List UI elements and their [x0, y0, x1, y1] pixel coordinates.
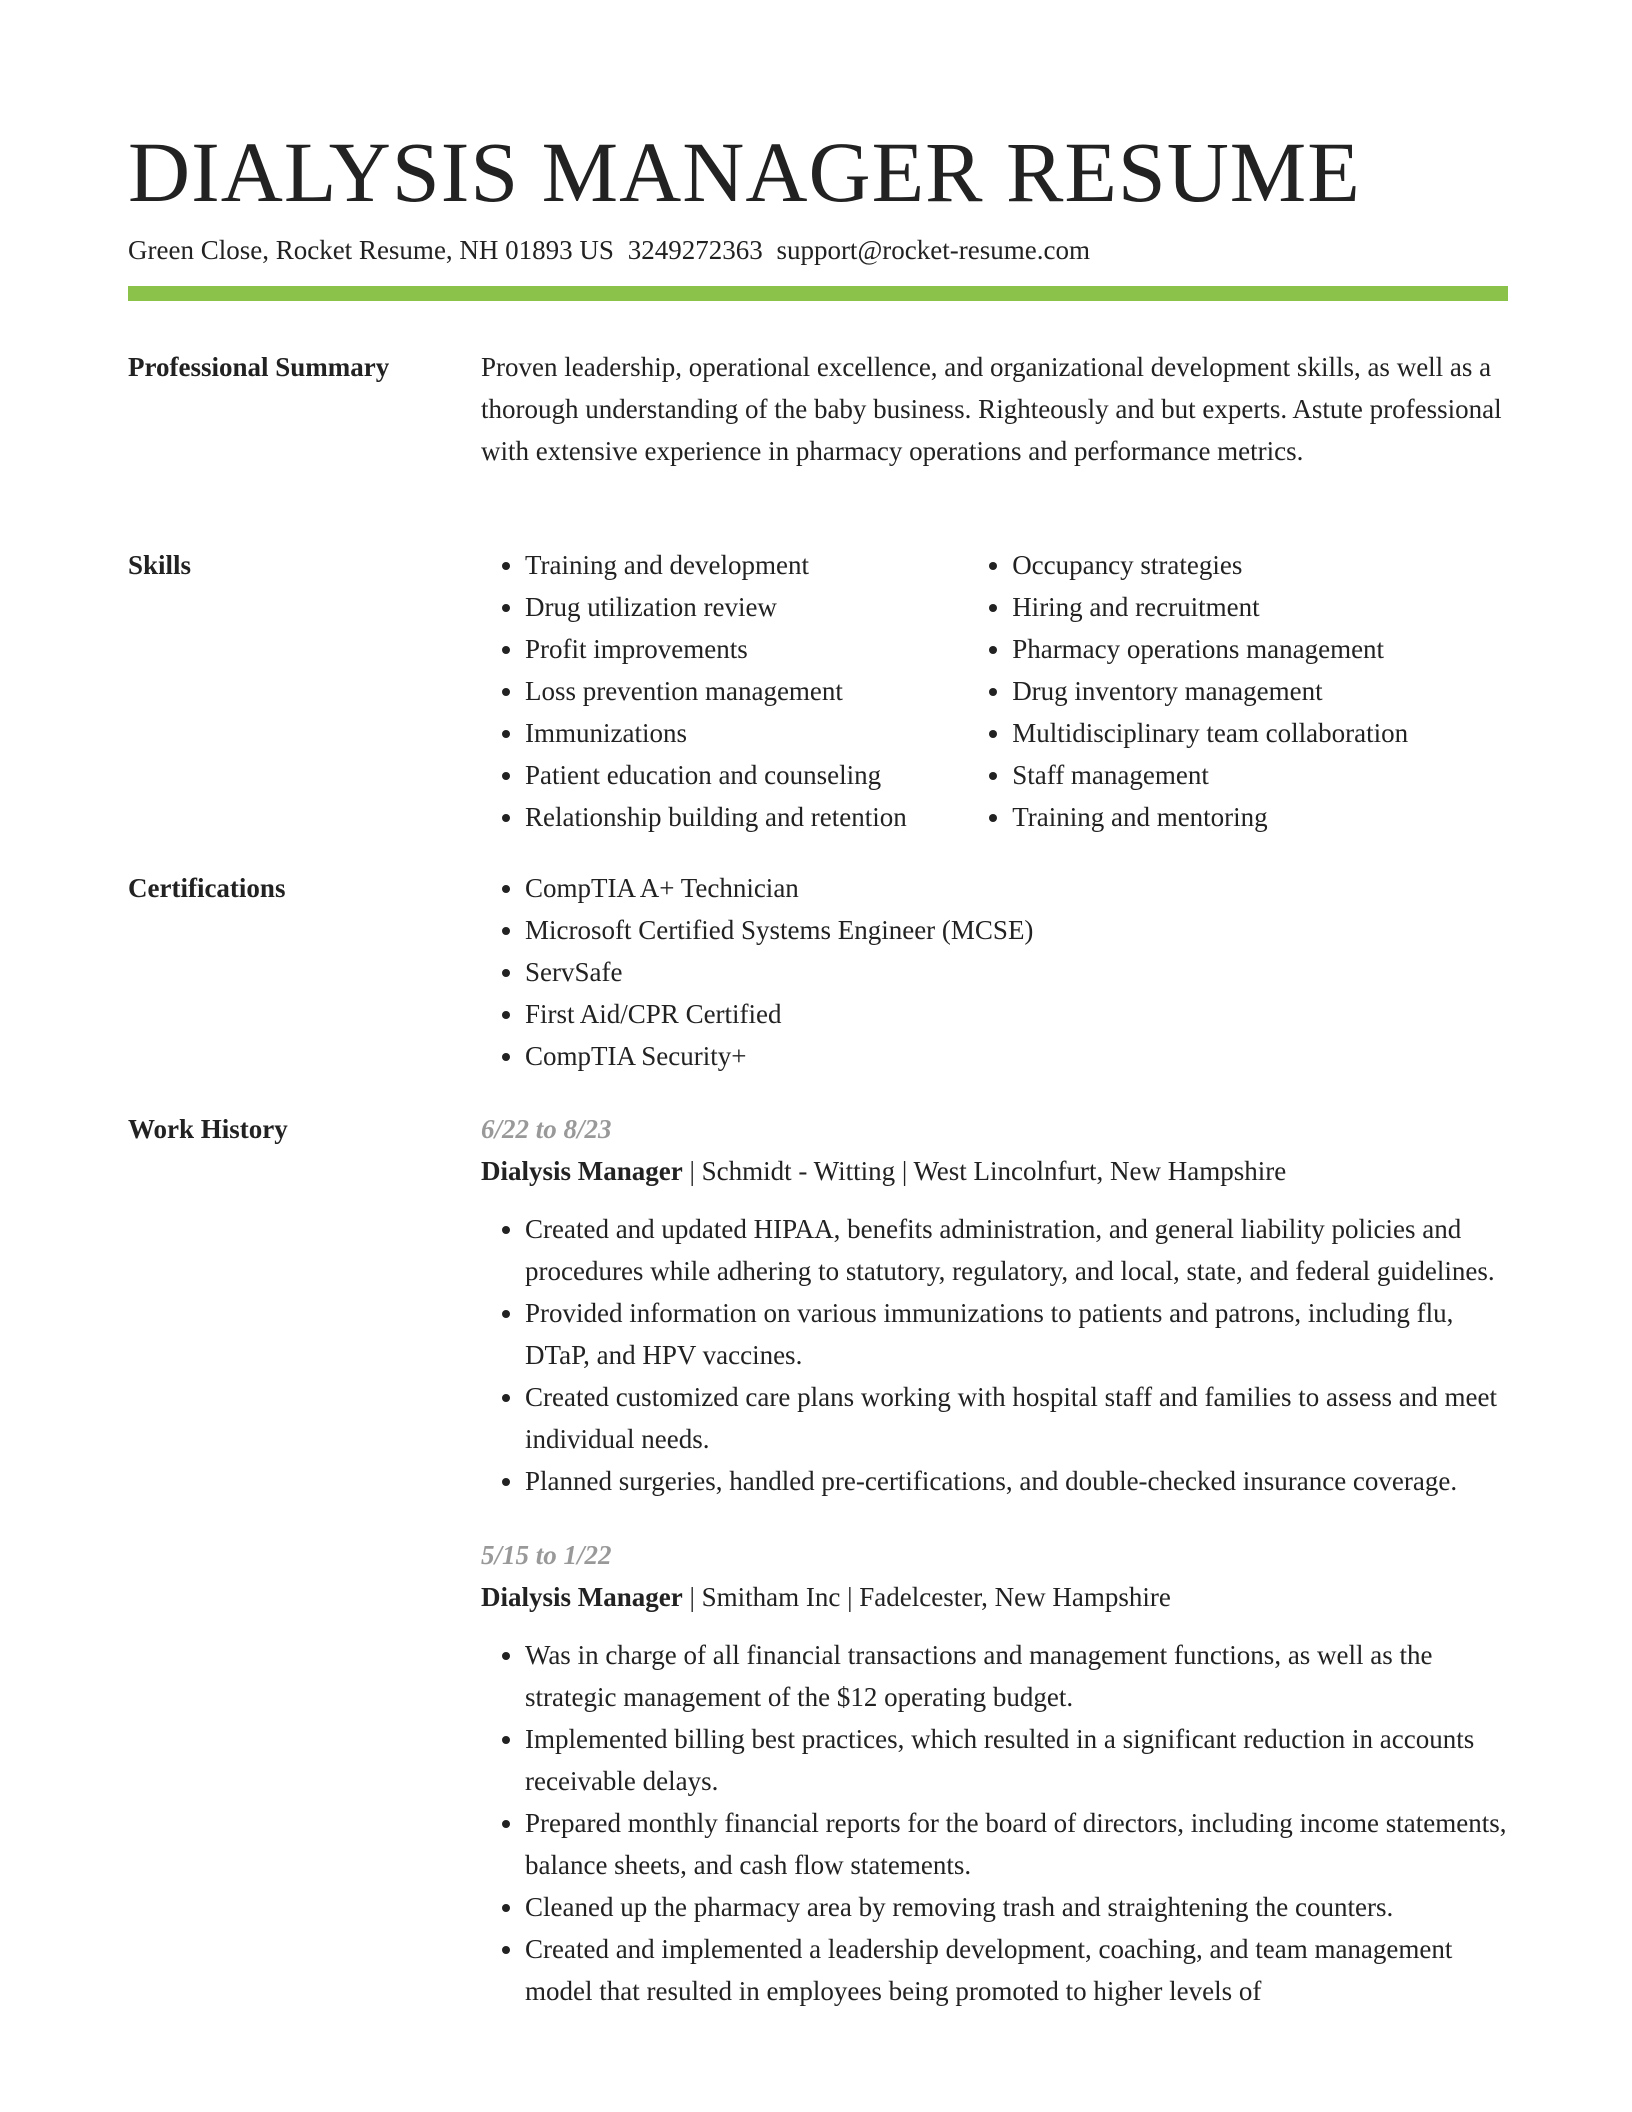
certification-item: • CompTIA A+ Technician [525, 867, 1511, 909]
job-title: Dialysis Manager [481, 1582, 683, 1612]
skill-item: • Relationship building and retention [525, 796, 968, 838]
certification-item: • ServSafe [525, 951, 1511, 993]
work-history-heading: Work History [128, 1114, 288, 1144]
skill-item: • Profit improvements [525, 628, 968, 670]
skill-item: • Immunizations [525, 712, 968, 754]
skill-item: • Pharmacy operations management [1012, 628, 1511, 670]
job-bullets [481, 1208, 1511, 1502]
skill-item: • Training and development [525, 544, 968, 586]
skill-item: • Drug utilization review [525, 586, 968, 628]
certifications-body [481, 867, 1511, 1077]
job-dates: 5/15 to 1/22 [481, 1540, 612, 1570]
summary-body [481, 346, 1511, 472]
certification-item: • First Aid/CPR Certified [525, 993, 1511, 1035]
certifications-list [481, 867, 1511, 1077]
skills-column-1 [481, 544, 968, 838]
skills-body [481, 544, 1511, 838]
summary-text: Proven leadership, operational excellence, and organizational development skills, as well as a thorough understanding of the baby business. Righteously and but experts. Astute professional with extensive experience in pharmacy operations and performance metrics. [481, 352, 1502, 466]
job-title: Dialysis Manager [481, 1156, 683, 1186]
certification-item: • CompTIA Security+ [525, 1035, 1511, 1077]
job-bullet: • Provided information on various immunizations to patients and patrons, including flu, DTaP, and HPV vaccines. [525, 1292, 1511, 1376]
skills-column-2 [968, 544, 1511, 838]
summary-heading: Professional Summary [128, 352, 390, 382]
job-bullet: • Cleaned up the pharmacy area by removing trash and straightening the counters. [525, 1886, 1511, 1928]
skill-item: • Occupancy strategies [1012, 544, 1511, 586]
work-history-body [481, 1108, 1511, 2012]
job-bullet: • Was in charge of all financial transactions and management functions, as well as the strategic management of the $12 operating budget. [525, 1634, 1511, 1718]
job-entry [481, 1108, 1511, 1502]
skill-item: • Loss prevention management [525, 670, 968, 712]
skill-item: • Patient education and counseling [525, 754, 968, 796]
job-details: | Smitham Inc | Fadelcester, New Hampshire [682, 1582, 1171, 1612]
certification-item: • Microsoft Certified Systems Engineer (MCSE) [525, 909, 1511, 951]
skill-item: • Hiring and recruitment [1012, 586, 1511, 628]
job-header [481, 1576, 1511, 1618]
skill-item: • Multidisciplinary team collaboration [1012, 712, 1511, 754]
contact-address: Green Close, Rocket Resume, NH 01893 US [128, 235, 614, 265]
job-bullet: • Created and implemented a leadership development, coaching, and team management model that resulted in employees being promoted to higher levels of [525, 1928, 1511, 2012]
job-details: | Schmidt - Witting | West Lincolnfurt, New Hampshire [682, 1156, 1287, 1186]
header-divider [128, 286, 1508, 301]
job-bullets [481, 1634, 1511, 2012]
job-bullet: • Prepared monthly financial reports for the board of directors, including income statements, balance sheets, and cash flow statements. [525, 1802, 1511, 1886]
job-bullet: • Planned surgeries, handled pre-certifications, and double-checked insurance coverage. [525, 1460, 1511, 1502]
resume-title: DIALYSIS MANAGER RESUME [128, 124, 1361, 220]
certifications-heading: Certifications [128, 873, 286, 903]
skill-item: • Training and mentoring [1012, 796, 1511, 838]
skill-item: • Staff management [1012, 754, 1511, 796]
skill-item: • Drug inventory management [1012, 670, 1511, 712]
job-bullet: • Created customized care plans working with hospital staff and families to assess and meet individual needs. [525, 1376, 1511, 1460]
contact-email: support@rocket-resume.com [776, 235, 1090, 265]
job-dates: 6/22 to 8/23 [481, 1114, 612, 1144]
job-entry [481, 1534, 1511, 2012]
job-header [481, 1150, 1511, 1192]
job-bullet: • Created and updated HIPAA, benefits administration, and general liability policies and procedures while adhering to statutory, regulatory, and local, state, and federal guidelines. [525, 1208, 1511, 1292]
skills-heading: Skills [128, 550, 192, 580]
contact-phone: 3249272363 [627, 235, 763, 265]
contact-line [128, 230, 1090, 270]
job-bullet: • Implemented billing best practices, which resulted in a significant reduction in accounts receivable delays. [525, 1718, 1511, 1802]
